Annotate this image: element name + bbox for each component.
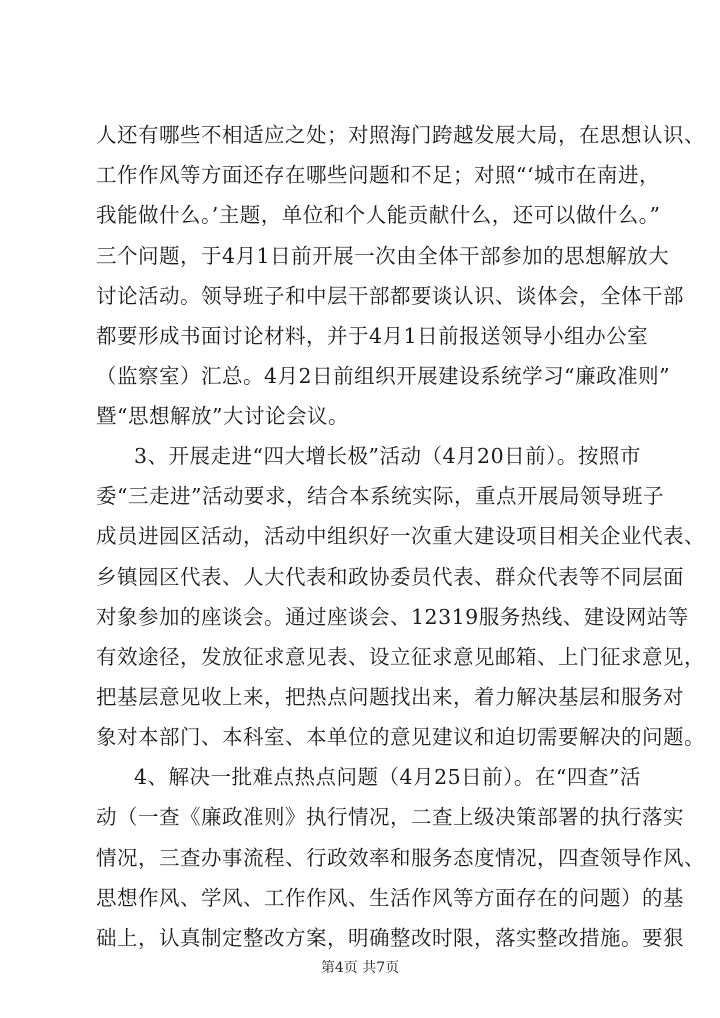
text-line: 情况，三查办事流程、行政效率和服务态度情况，四查领导作风、 (96, 846, 705, 870)
text-line: 我能做什么。’主题，单位和个人能贡献什么，还可以做什么。” (96, 203, 661, 227)
text-line: 有效途径，发放征求意见表、设立征求意见邮箱、上门征求意见， (96, 645, 705, 669)
text-line: 工作作风等方面还存在哪些问题和不足；对照“‘城市在南进， (96, 163, 660, 187)
text-line: 对象参加的座谈会。通过座谈会、12319服务热线、建设网站等 (96, 605, 689, 629)
text-line: 乡镇园区代表、人大代表和政协委员代表、群众代表等不同层面 (96, 565, 684, 589)
text-line: 础上，认真制定整改方案，明确整改时限，落实整改措施。要狠 (96, 926, 684, 950)
paragraph-3-first-line: 3、开展走进“四大增长极”活动（4月20日前）。按照市 (134, 444, 641, 468)
text-line: 把基层意见收上来，把热点问题找出来，着力解决基层和服务对 (96, 685, 684, 709)
paragraph-4-first-line: 4、解决一批难点热点问题（4月25日前）。在“四查”活 (134, 765, 641, 789)
text-line: 都要形成书面讨论材料，并于4月1日前报送领导小组办公室 (96, 324, 649, 348)
text-line: 动（一查《廉政准则》执行情况，二查上级决策部署的执行落实 (96, 805, 684, 829)
text-line: （监察室）汇总。4月2日前组织开展建设系统学习“廉政准则” (96, 364, 671, 388)
text-line: 成员进园区活动，活动中组织好一次重大建设项目相关企业代表、 (96, 524, 705, 548)
text-line: 讨论活动。领导班子和中层干部都要谈认识、谈体会，全体干部 (96, 284, 684, 308)
page-number-footer: 第4页 共7页 (320, 960, 400, 976)
text-line: 三个问题，于4月1日前开展一次由全体干部参加的思想解放大 (96, 244, 670, 268)
text-line: 思想作风、学风、工作作风、生活作风等方面存在的问题）的基 (96, 886, 684, 910)
text-line: 人还有哪些不相适应之处；对照海门跨越发展大局，在思想认识、 (96, 123, 705, 147)
text-line: 象对本部门、本科室、本单位的意见建议和迫切需要解决的问题。 (96, 725, 705, 749)
text-line: 委“三走进”活动要求，结合本系统实际，重点开展局领导班子 (96, 484, 664, 508)
text-line: 暨“思想解放”大讨论会议。 (96, 404, 349, 428)
